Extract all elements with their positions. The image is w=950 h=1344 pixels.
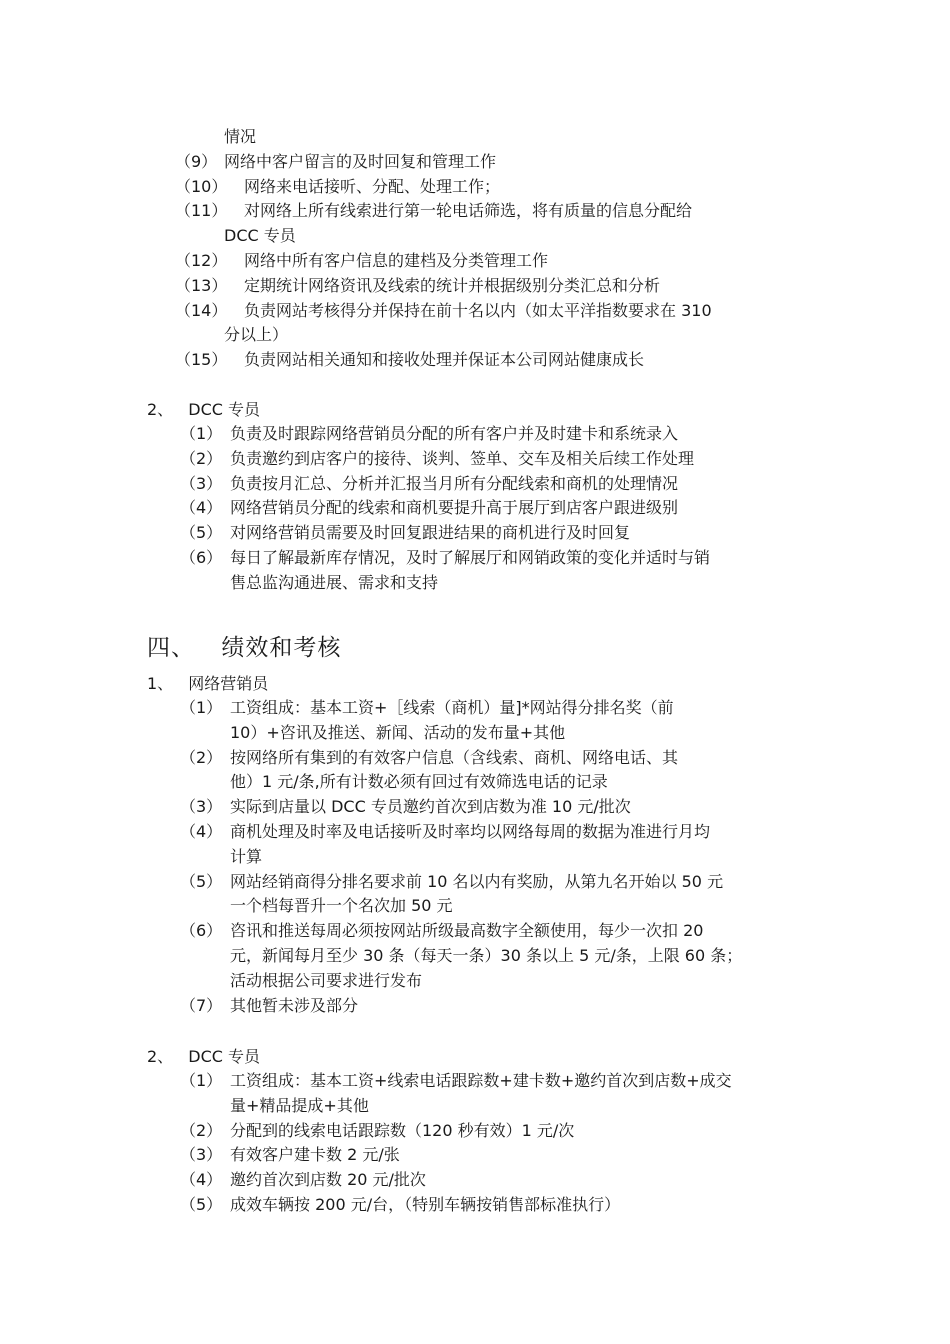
- item-text: 商机处理及时率及电话接听及时率均以网络每周的数据为准进行月均: [230, 822, 711, 841]
- section-network-heading: [147, 674, 268, 694]
- item-number: （11）: [175, 201, 228, 221]
- item-text: 网络中客户留言的及时回复和管理工作: [224, 151, 497, 171]
- item-text: 负责网站相关通知和接收处理并保证本公司网站健康成长: [244, 350, 645, 370]
- item-text: 量+精品提成+其他: [230, 1095, 369, 1115]
- item-number: （1）: [180, 1071, 223, 1090]
- item-text: 网络中所有客户信息的建档及分类管理工作: [244, 251, 549, 270]
- section-title: 网络营销员: [188, 674, 269, 693]
- item-number: （12）: [175, 251, 228, 270]
- item-text: 邀约首次到店数 20 元/批次: [230, 1170, 426, 1190]
- item-text: 其他暂未涉及部分: [230, 995, 359, 1015]
- item-text: 分以上）: [224, 325, 289, 345]
- item-text: 网站经销商得分排名要求前 10 名以内有奖励，从第九名开始以 50 元: [230, 871, 724, 891]
- item-text: 10）+咨讯及推送、新闻、活动的发布量+其他: [230, 722, 566, 742]
- item-number: （10）: [175, 176, 228, 196]
- item-number: （4）: [180, 822, 223, 841]
- item-text: 负责按月汇总、分析并汇报当月所有分配线索和商机的处理情况: [230, 473, 679, 493]
- item-number: （15）: [175, 350, 228, 370]
- item-number: （2）: [180, 747, 223, 767]
- chapter-title: 绩效和考核: [221, 635, 342, 661]
- item-number: （5）: [180, 523, 223, 543]
- item-number: （3）: [180, 1145, 223, 1165]
- item-number: （3）: [180, 797, 223, 817]
- item-number: （4）: [180, 1170, 223, 1190]
- item-number: （2）: [180, 448, 223, 468]
- item-text: 对网络营销员需要及时回复跟进结果的商机进行及时回复: [230, 523, 631, 543]
- item-text: 定期统计网络资讯及线索的统计并根据级别分类汇总和分析: [244, 275, 661, 295]
- item-text: 活动根据公司要求进行发布: [230, 970, 423, 990]
- section-dcc-heading: [147, 400, 260, 420]
- item-text: 成效车辆按 200 元/台，（特别车辆按销售部标准执行）: [230, 1195, 621, 1214]
- item-text: 咨讯和推送每周必须按网站所级最高数字全额使用，每少一次扣 20: [230, 921, 704, 941]
- item-text: 计算: [230, 846, 263, 866]
- item-number: （5）: [180, 871, 223, 891]
- item-text: 有效客户建卡数 2 元/张: [230, 1145, 400, 1165]
- item-text: 网络营销员分配的线索和商机要提升高于展厅到店客户跟进级别: [230, 498, 679, 518]
- item-number: （5）: [180, 1195, 223, 1214]
- item-text: DCC 专员: [224, 226, 296, 246]
- item-text: 售总监沟通进展、需求和支持: [230, 572, 439, 592]
- item-text: 负责网站考核得分并保持在前十名以内（如太平洋指数要求在 310: [244, 300, 712, 320]
- item-number: （13）: [175, 275, 228, 295]
- section-title: DCC 专员: [188, 400, 261, 419]
- section-dcc2-heading: [147, 1047, 260, 1067]
- chapter-heading: [147, 634, 341, 662]
- item-text: 情况: [224, 127, 257, 146]
- item-number: （14）: [175, 300, 228, 320]
- item-text: 网络来电话接听、分配、处理工作；: [244, 176, 501, 196]
- item-text: 负责邀约到店客户的接待、谈判、签单、交车及相关后续工作处理: [230, 448, 695, 468]
- item-text: 按网络所有集到的有效客户信息（含线索、商机、网络电话、其: [230, 747, 679, 767]
- item-number: （9）: [175, 151, 218, 171]
- item-number: （6）: [180, 921, 223, 941]
- item-text: 他）1 元/条,所有计数必须有回过有效筛选电话的记录: [230, 772, 608, 792]
- item-number: （1）: [180, 424, 223, 443]
- item-number: （1）: [180, 698, 223, 717]
- item-text: 元，新闻每月至少 30 条（每天一条）30 条以上 5 元/条，上限 60 条；: [230, 946, 743, 965]
- item-number: （7）: [180, 995, 223, 1015]
- item-number: （4）: [180, 498, 223, 518]
- section-number: 2、: [147, 1047, 174, 1066]
- item-text: 对网络上所有线索进行第一轮电话筛选，将有质量的信息分配给: [244, 201, 693, 221]
- section-number: 1、: [147, 674, 174, 693]
- section-number: 2、: [147, 400, 174, 419]
- item-text: 工资组成：基本工资+［线索（商机）量]*网站得分排名奖（前: [230, 698, 674, 717]
- item-number: （6）: [180, 548, 223, 567]
- item-number: （2）: [180, 1120, 223, 1140]
- item-number: （3）: [180, 473, 223, 493]
- item-text: 分配到的线索电话跟踪数（120 秒有效）1 元/次: [230, 1120, 575, 1140]
- item-text: 工资组成：基本工资+线索电话跟踪数+建卡数+邀约首次到店数+成交: [230, 1071, 732, 1090]
- chapter-number: 四、: [147, 635, 195, 661]
- section-title: DCC 专员: [188, 1047, 261, 1066]
- item-text: 实际到店量以 DCC 专员邀约首次到店数为准 10 元/批次: [230, 797, 631, 817]
- item-text: 每日了解最新库存情况，及时了解展厅和网销政策的变化并适时与销: [230, 548, 711, 567]
- item-text: 一个档每晋升一个名次加 50 元: [230, 896, 453, 916]
- item-text: 负责及时跟踪网络营销员分配的所有客户并及时建卡和系统录入: [230, 424, 679, 443]
